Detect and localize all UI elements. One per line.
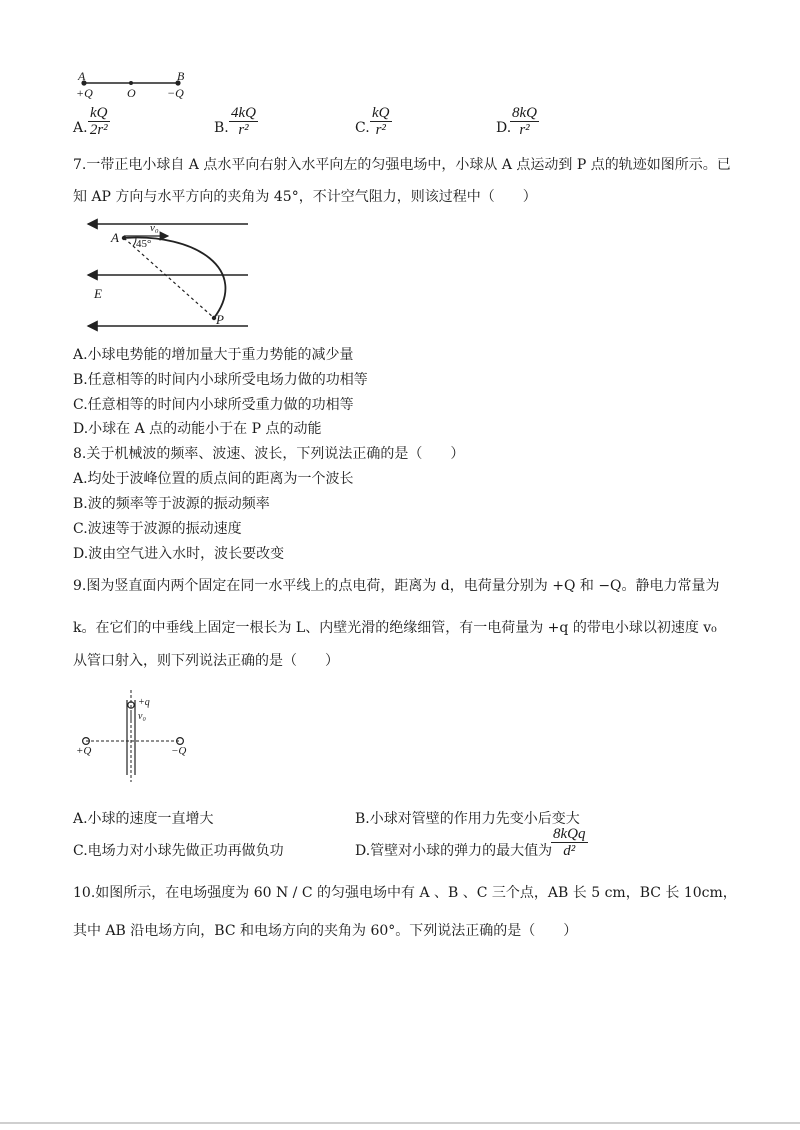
q9-option-D-num: 8kQq [553, 826, 586, 842]
q7-option-D[interactable]: D.小球在 A 点的动能小于在 P 点的动能 [73, 421, 322, 437]
q6-label-O: O [127, 86, 136, 100]
q9-label-v0: v₀ [138, 711, 146, 722]
q10-stem-line2: 其中 AB 沿电场方向，BC 和电场方向的夹角为 60°。下列说法正确的是（ ） [73, 923, 578, 939]
q7-label-A: A [111, 230, 119, 245]
q10-stem-line1: 10.如图所示，在电场强度为 60 N / C 的匀强电场中有 A 、B 、C 三个点，AB 长 5 cm，BC 长 10cm， [73, 885, 737, 901]
q8-option-A[interactable]: A.均处于波峰位置的质点间的距离为一个波长 [73, 471, 354, 487]
q7-label-E: E [94, 286, 102, 301]
q6-option-A-letter[interactable]: A. [73, 120, 88, 136]
q7-label-v0: v₀ [150, 222, 159, 234]
q8-option-D[interactable]: D.波由空气进入水时，波长要改变 [73, 546, 285, 562]
q6-option-B-den: r² [238, 122, 249, 138]
q7-option-C[interactable]: C.任意相等的时间内小球所受重力做的功相等 [73, 397, 354, 413]
q6-option-C-den: r² [375, 122, 386, 138]
q8-option-B[interactable]: B.波的频率等于波源的振动频率 [73, 496, 270, 512]
q9-option-A[interactable]: A.小球的速度一直增大 [73, 811, 214, 827]
q9-option-D-fraction [551, 826, 588, 859]
q7-label-P: P [216, 312, 224, 327]
q9-option-D-text: D.管壁对小球的弹力的最大值为 [355, 843, 553, 859]
q6-label-B: B [177, 69, 185, 83]
q9-option-C[interactable]: C.电场力对小球先做正功再做负功 [73, 843, 284, 859]
q6-option-B-num: 4kQ [231, 105, 256, 121]
q6-option-A-den: 2r² [89, 122, 108, 138]
q9-stem-line2: k。在它们的中垂线上固定一根长为 L、内壁光滑的绝缘细管，有一电荷量为 +q 的带电小球以初速度 v₀ [73, 620, 717, 636]
q6-option-C-letter[interactable]: C. [355, 120, 370, 136]
q8-stem: 8.关于机械波的频率、波速、波长，下列说法正确的是（ ） [73, 446, 465, 462]
q7-stem-line2: 知 AP 方向与水平方向的夹角为 45°，不计空气阻力，则该过程中（ ） [73, 189, 537, 205]
q6-option-A-num: kQ [90, 105, 108, 121]
q6-label-minusQ: −Q [167, 86, 184, 100]
q6-option-D-den: r² [519, 122, 530, 138]
q6-option-B-letter[interactable]: B. [214, 120, 229, 136]
q6-option-D-num: 8kQ [512, 105, 537, 121]
q7-label-angle: 45° [136, 238, 152, 250]
q6-label-plusQ: +Q [76, 86, 93, 100]
q6-label-A: A [78, 69, 86, 83]
q7-stem-line1: 7.一带正电小球自 A 点水平向右射入水平向左的匀强电场中，小球从 A 点运动到 P 点的轨迹如图所示。已 [73, 157, 731, 173]
q9-stem-line3: 从管口射入，则下列说法正确的是（ ） [73, 653, 339, 669]
q9-label-plusQ: +Q [76, 745, 92, 757]
q9-label-q: +q [138, 697, 150, 708]
q6-option-D-letter[interactable]: D. [496, 120, 512, 136]
q9-option-B[interactable]: B.小球对管壁的作用力先变小后变大 [355, 811, 580, 827]
q7-option-B[interactable]: B.任意相等的时间内小球所受电场力做的功相等 [73, 372, 368, 388]
q9-label-minusQ: −Q [171, 745, 187, 757]
q7-option-A[interactable]: A.小球电势能的增加量大于重力势能的减少量 [73, 347, 354, 363]
q9-option-D-den: d² [563, 843, 576, 859]
q9-stem-line1: 9.图为竖直面内两个固定在同一水平线上的点电荷，距离为 d，电荷量分别为 +Q 和 −Q。静电力常量为 [73, 578, 720, 594]
page-bottom-rule [0, 1122, 800, 1124]
q8-option-C[interactable]: C.波速等于波源的振动速度 [73, 521, 242, 537]
q6-option-C-num: kQ [372, 105, 390, 121]
